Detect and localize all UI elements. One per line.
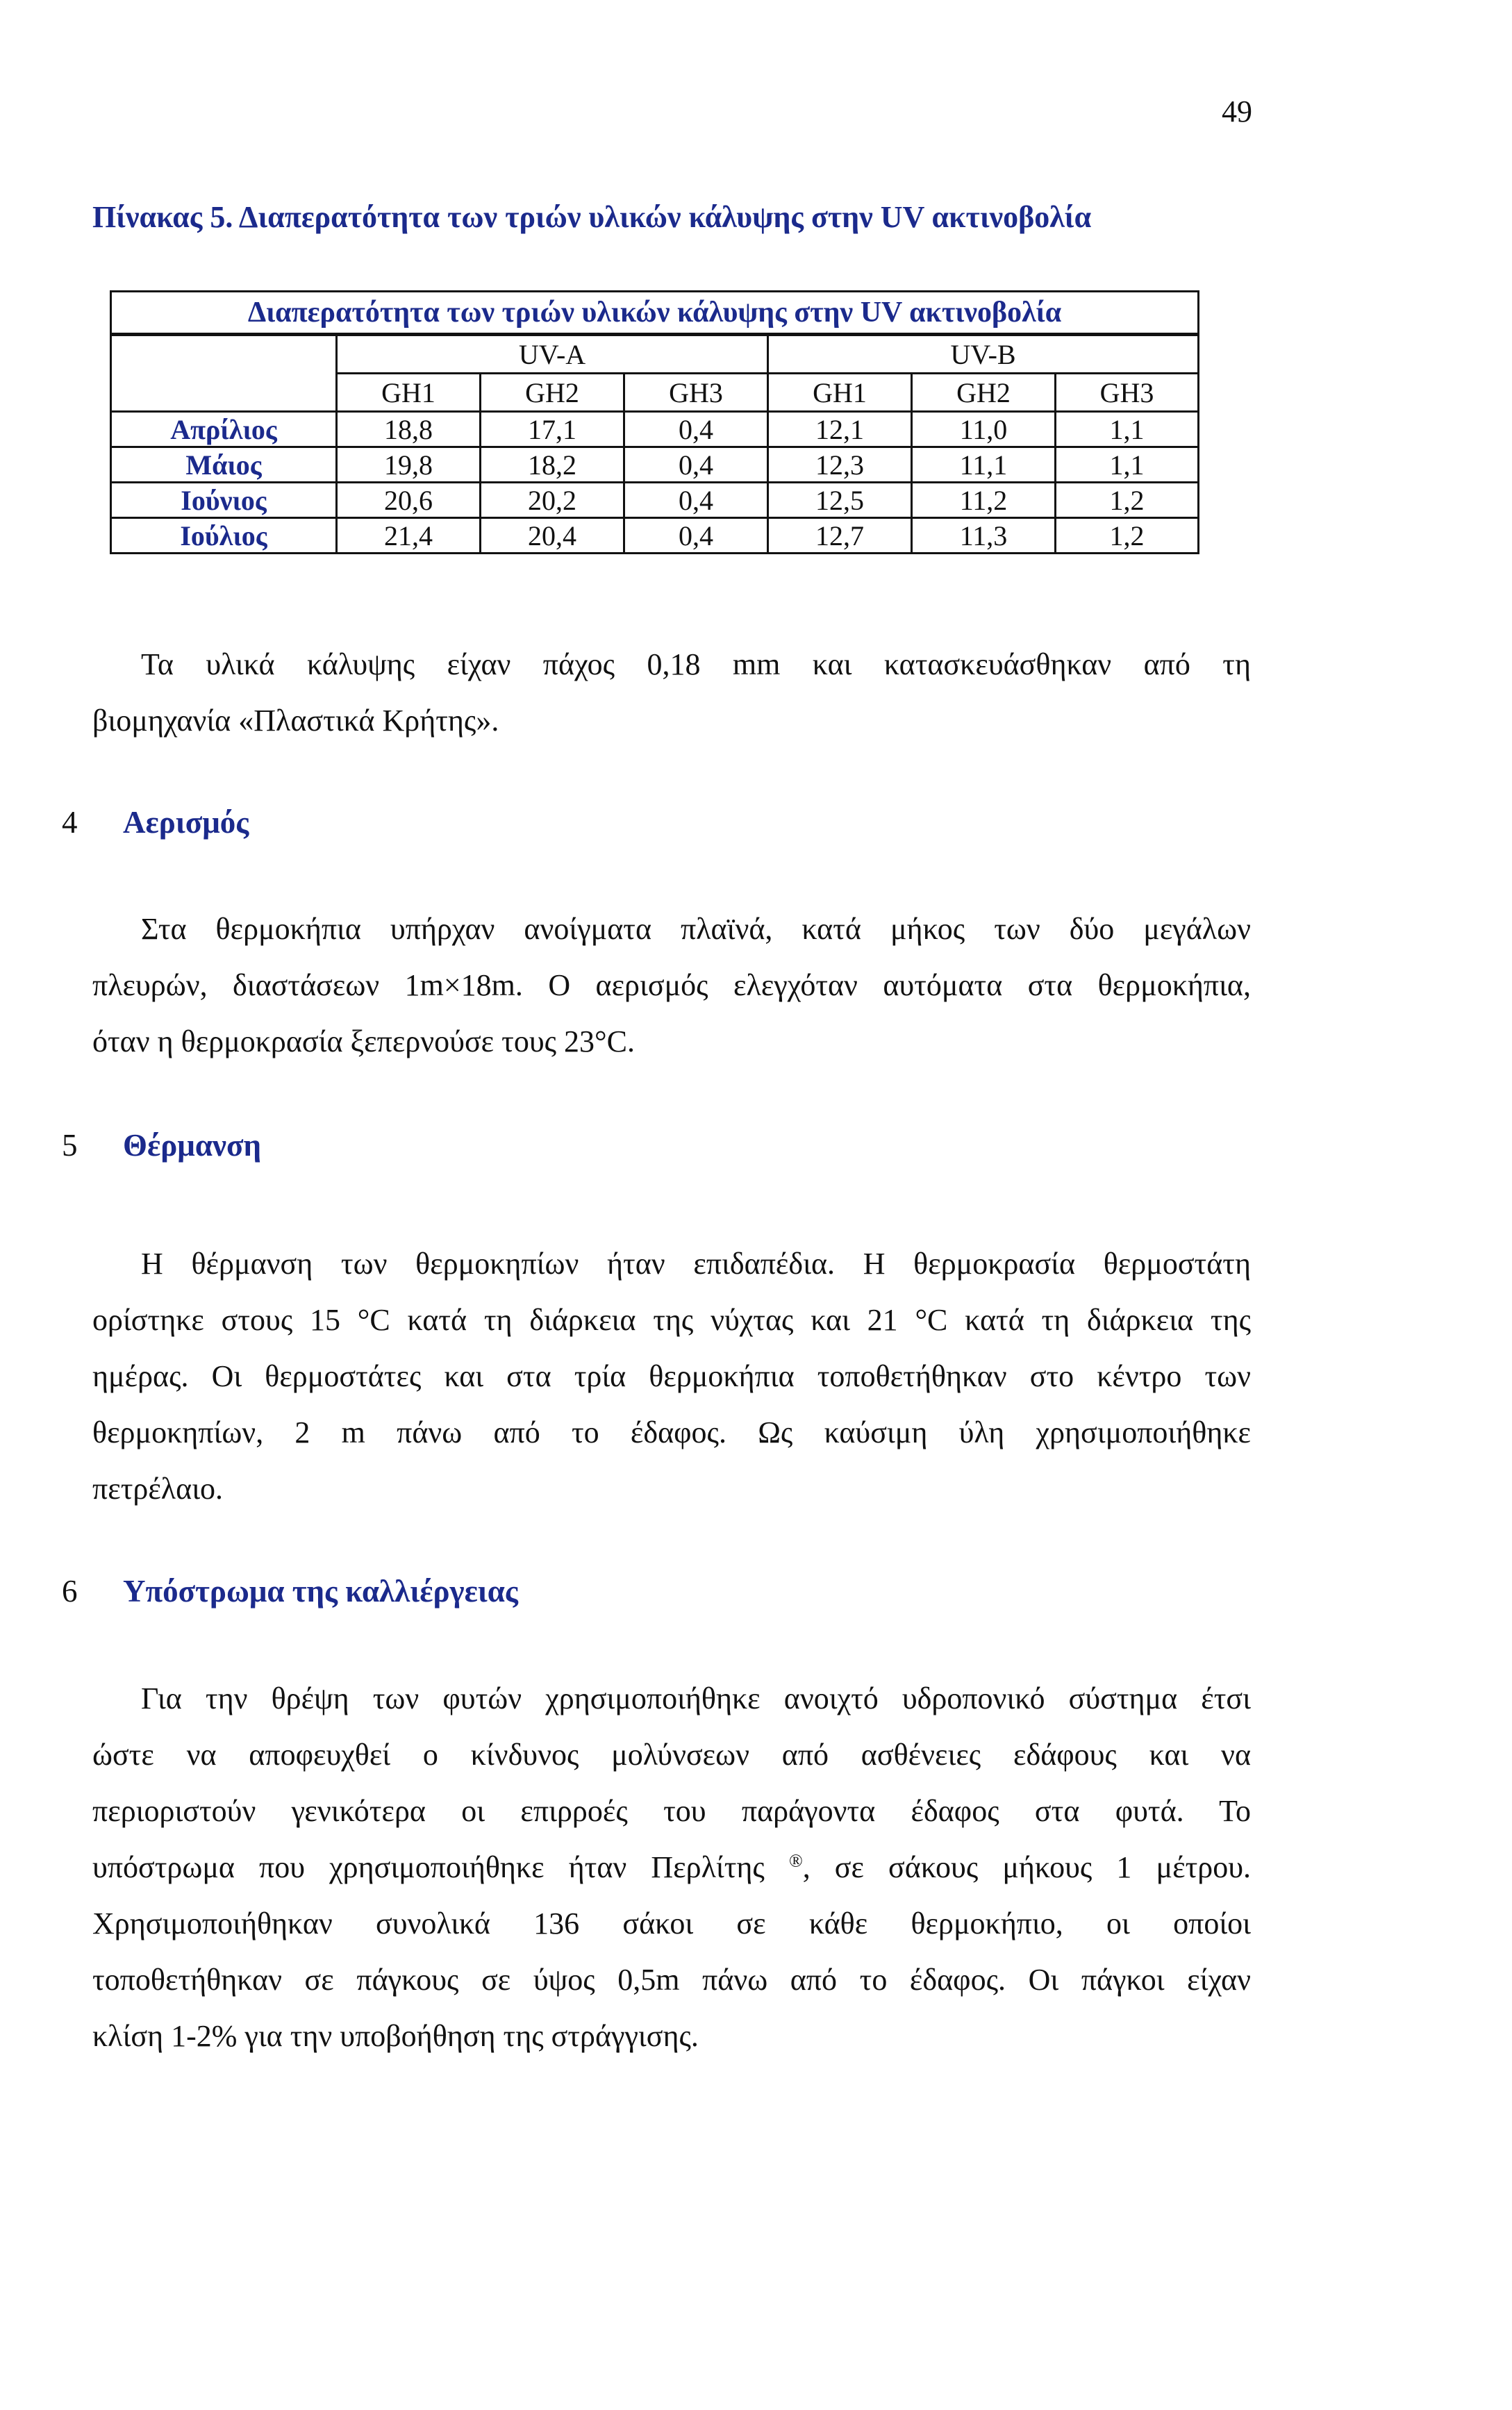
text-line: Τα υλικά κάλυψης είχαν πάχος 0,18 mm και κατασκευάσθηκαν από τη	[141, 647, 1251, 681]
table-cell: 0,4	[624, 483, 768, 518]
section-heading-ventilation	[62, 804, 249, 840]
text-line: Στα θερμοκήπια υπήρχαν ανοίγματα πλαϊνά, κατά μήκος των δύο μεγάλων	[141, 912, 1251, 946]
table-cell: 0,4	[624, 447, 768, 483]
table-cell: 1,1	[1056, 447, 1199, 483]
table-cell: 17,1	[481, 412, 624, 447]
table-cell: 11,1	[912, 447, 1056, 483]
group-header-uvb: UV-B	[768, 335, 1199, 374]
table-cell: 19,8	[337, 447, 481, 483]
section-heading-substrate	[62, 1573, 518, 1609]
column-header: GH1	[768, 374, 912, 412]
text-line: πετρέλαιο.	[92, 1472, 224, 1506]
section-title: Θέρμανση	[123, 1128, 262, 1163]
table-cell: 11,2	[912, 483, 1056, 518]
column-header: GH3	[624, 374, 768, 412]
text-line: κλίση 1-2% για την υποβοήθηση της στράγγισης.	[92, 2019, 699, 2053]
section-number: 4	[62, 805, 78, 840]
text-line: θερμοκηπίων, 2 m πάνω από το έδαφος. Ως καύσιμη ύλη χρησιμοποιήθηκε	[92, 1415, 1251, 1449]
text-line: ημέρας. Οι θερμοστάτες και στα τρία θερμοκήπια τοποθετήθηκαν στο κέντρο των	[92, 1359, 1251, 1393]
table-cell: 18,8	[337, 412, 481, 447]
table-row	[111, 483, 1199, 518]
table-cell: 1,2	[1056, 483, 1199, 518]
column-header: GH1	[337, 374, 481, 412]
section-title: Αερισμός	[123, 805, 249, 840]
table-cell: 1,2	[1056, 518, 1199, 554]
table-cell: 20,2	[481, 483, 624, 518]
materials-note	[92, 636, 1251, 749]
text-line: ώστε να αποφευχθεί ο κίνδυνος μολύνσεων από ασθένειες εδάφους και να	[92, 1738, 1251, 1772]
uv-transmittance-table	[110, 290, 1199, 554]
text-line: Χρησιμοποιήθηκαν συνολικά 136 σάκοι σε κάθε θερμοκήπιο, οι οποίοι	[92, 1906, 1251, 1941]
table-cell: 12,7	[768, 518, 912, 554]
text-line: Η θέρμανση των θερμοκηπίων ήταν επιδαπέδια. Η θερμοκρασία θερμοστάτη	[141, 1247, 1251, 1281]
column-header: GH2	[912, 374, 1056, 412]
table-cell: 12,3	[768, 447, 912, 483]
text-line: βιομηχανία «Πλαστικά Κρήτης».	[92, 704, 499, 738]
text-line: πλευρών, διαστάσεων 1m×18m. Ο αερισμός ελεγχόταν αυτόματα στα θερμοκήπια,	[92, 968, 1251, 1002]
section-number: 5	[62, 1128, 78, 1163]
section-title: Υπόστρωμα της καλλιέργειας	[123, 1574, 518, 1609]
row-label: Μάιος	[111, 447, 337, 483]
text-line: τοποθετήθηκαν σε πάγκους σε ύψος 0,5m πάνω από το έδαφος. Οι πάγκοι είχαν	[92, 1963, 1251, 1997]
table-cell: 11,3	[912, 518, 1056, 554]
column-header: GH2	[481, 374, 624, 412]
row-label: Ιούνιος	[111, 483, 337, 518]
table-row	[111, 518, 1199, 554]
table-cell: 12,5	[768, 483, 912, 518]
table-title: Διαπερατότητα των τριών υλικών κάλυψης στην UV ακτινοβολία	[111, 292, 1199, 335]
text-line: περιοριστούν γενικότερα οι επιρροές του παράγοντα έδαφος στα φυτά. Το	[92, 1794, 1251, 1828]
section-number: 6	[62, 1574, 78, 1609]
table-caption: Πίνακας 5. Διαπερατότητα των τριών υλικών κάλυψης στην UV ακτινοβολία	[92, 200, 1092, 234]
table-cell: 0,4	[624, 518, 768, 554]
group-header-uva: UV-A	[337, 335, 768, 374]
substrate-paragraph	[92, 1670, 1251, 2064]
text-line	[92, 1839, 1251, 1895]
page-number: 49	[1222, 94, 1252, 128]
row-label: Απρίλιος	[111, 412, 337, 447]
table-cell: 1,1	[1056, 412, 1199, 447]
table-cell: 18,2	[481, 447, 624, 483]
text-fragment: , σε σάκους μήκους 1 μέτρου.	[802, 1850, 1251, 1884]
table-cell: 0,4	[624, 412, 768, 447]
ventilation-paragraph	[92, 901, 1251, 1070]
table-cell: 20,4	[481, 518, 624, 554]
table-corner-cell	[111, 335, 337, 412]
row-label: Ιούλιος	[111, 518, 337, 554]
column-header: GH3	[1056, 374, 1199, 412]
table-cell: 21,4	[337, 518, 481, 554]
section-heading-heating	[62, 1127, 261, 1163]
heating-paragraph	[92, 1236, 1251, 1517]
text-fragment: υπόστρωμα που χρησιμοποιήθηκε ήταν Περλίτης	[92, 1850, 789, 1884]
table-cell: 11,0	[912, 412, 1056, 447]
text-line: Για την θρέψη των φυτών χρησιμοποιήθηκε ανοιχτό υδροπονικό σύστημα έτσι	[141, 1681, 1251, 1715]
table-cell: 20,6	[337, 483, 481, 518]
table-row	[111, 447, 1199, 483]
table-row	[111, 412, 1199, 447]
text-line: όταν η θερμοκρασία ξεπερνούσε τους 23°C.	[92, 1024, 635, 1058]
registered-mark: ®	[788, 1850, 803, 1871]
table-cell: 12,1	[768, 412, 912, 447]
text-line: ορίστηκε στους 15 °C κατά τη διάρκεια της νύχτας και 21 °C κατά τη διάρκεια της	[92, 1303, 1251, 1337]
